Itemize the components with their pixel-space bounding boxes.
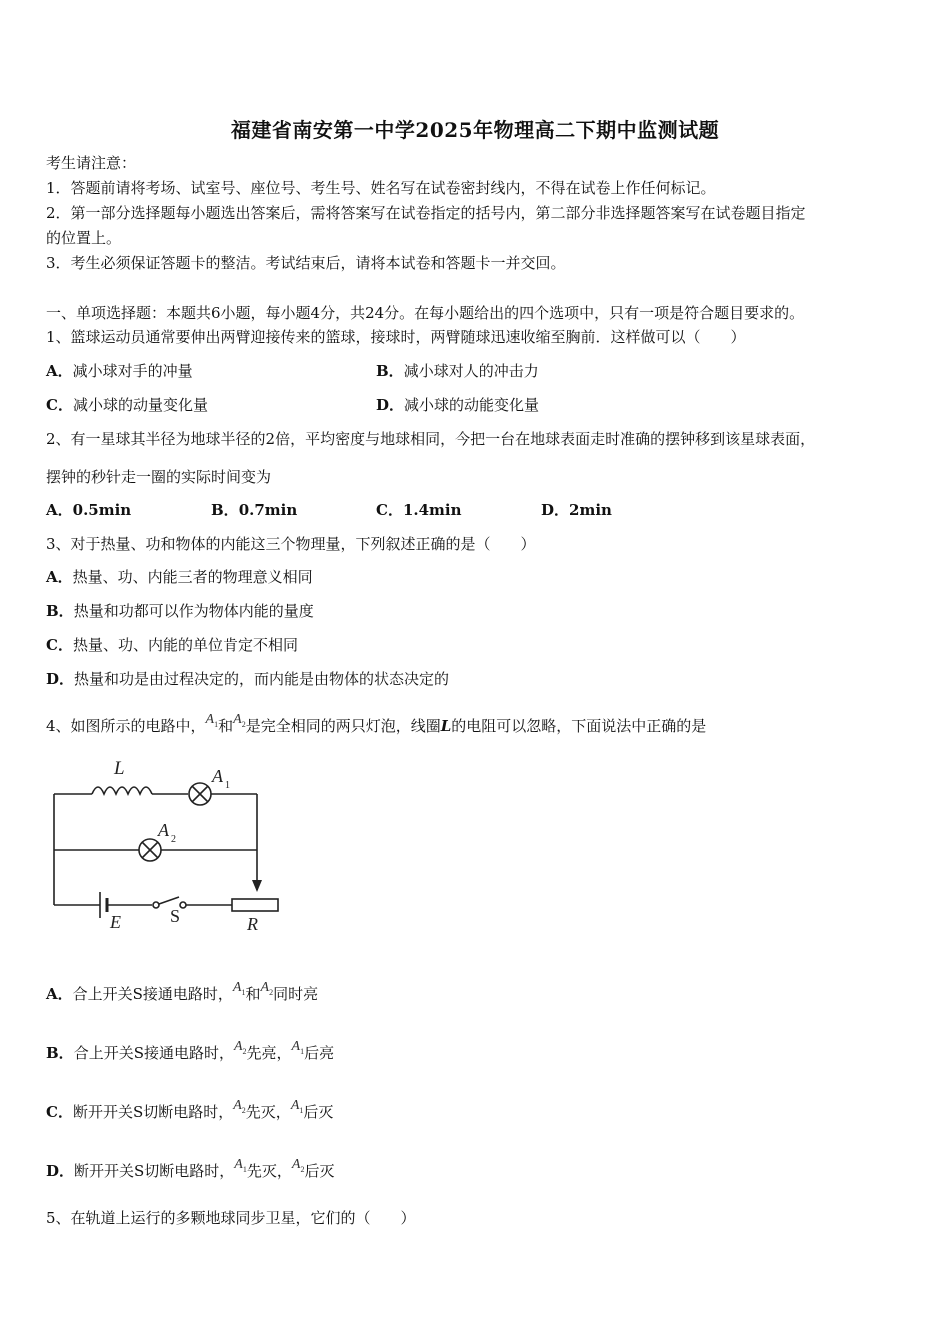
circuit-diagram bbox=[44, 752, 294, 942]
q2-option-b: B．0.7min bbox=[211, 501, 298, 519]
q1-option-a: A．减小球对手的冲量 bbox=[46, 362, 193, 380]
label-a1-sub: 1 bbox=[225, 780, 230, 791]
question-1-stem: 1、篮球运动员通常要伸出两臂迎接传来的篮球，接球时，两臂随球迅速收缩至胸前．这样做可以（ ） bbox=[46, 328, 746, 346]
switch-contact bbox=[153, 902, 159, 908]
q2-option-c: C．1.4min bbox=[376, 501, 462, 519]
q1-option-d: D．减小球的动能变化量 bbox=[376, 396, 540, 414]
question-3-stem: 3、对于热量、功和物体的内能这三个物理量，下列叙述正确的是（ ） bbox=[46, 535, 536, 553]
question-5-stem: 5、在轨道上运行的多颗地球同步卫星，它们的（ ） bbox=[46, 1209, 416, 1227]
question-4-stem: 4、如图所示的电路中，$A_1$和$A_2$是完全相同的两只灯泡，线圈L的电阻可以忽略，下面说法中正确的是 bbox=[46, 712, 707, 735]
notice-item: 1．答题前请将考场、试室号、座位号、考生号、姓名写在试卷密封线内，不得在试卷上作任何标记。 bbox=[46, 179, 716, 197]
notice-item: 的位置上。 bbox=[46, 229, 122, 247]
q3-option-c: C．热量、功、内能的单位肯定不相同 bbox=[46, 636, 298, 654]
q1-option-c: C．减小球的动量变化量 bbox=[46, 396, 208, 414]
label-a1: A bbox=[212, 766, 223, 786]
label-resistor: R bbox=[247, 914, 258, 934]
label-a2-sub: 2 bbox=[171, 834, 176, 845]
notice-item: 3．考生必须保证答题卡的整洁。考试结束后，请将本试卷和答题卡一并交回。 bbox=[46, 254, 566, 272]
lamp-a1-symbol: $A_1$ bbox=[205, 712, 219, 729]
q1-option-b: B．减小球对人的冲击力 bbox=[376, 362, 539, 380]
rheostat-slider-arrow bbox=[252, 880, 262, 892]
section-heading: 一、单项选择题：本题共6小题，每小题4分，共24分。在每小题给出的四个选项中，只有一项是符合题目要求的。 bbox=[46, 304, 805, 322]
q2-option-d: D．2min bbox=[541, 501, 612, 519]
q3-option-d: D．热量和功是由过程决定的，而内能是由物体的状态决定的 bbox=[46, 670, 450, 688]
question-2-stem-cont: 摆钟的秒针走一圈的实际时间变为 bbox=[46, 468, 272, 486]
label-coil: L bbox=[114, 758, 125, 779]
q4-option-c: C．断开开关S切断电路时，$A_2$先灭，$A_1$后灭 bbox=[46, 1098, 334, 1121]
switch-lever bbox=[159, 897, 179, 904]
question-2-stem: 2、有一星球其半径为地球半径的2倍，平均密度与地球相同，今把一台在地球表面走时准确的摆钟移到该星球表面， bbox=[46, 430, 816, 448]
inductor-coil bbox=[92, 787, 152, 794]
q3-option-b: B．热量和功都可以作为物体内能的量度 bbox=[46, 602, 314, 620]
q4-option-b: B．合上开关S接通电路时，$A_2$先亮，$A_1$后亮 bbox=[46, 1039, 335, 1062]
q2-option-a: A．0.5min bbox=[46, 501, 132, 519]
q4-option-d: D．断开开关S切断电路时，$A_1$先灭，$A_2$后灭 bbox=[46, 1157, 335, 1180]
notice-heading: 考生请注意： bbox=[46, 154, 137, 172]
label-switch: S bbox=[170, 906, 181, 926]
page-title: 福建省南安第一中学2025年物理高二下期中监测试题 bbox=[230, 118, 720, 142]
label-a2: A bbox=[158, 820, 169, 840]
notice-item: 2．第一部分选择题每小题选出答案后，需将答案写在试卷指定的括号内，第二部分非选择题答案写在试卷题目指定 bbox=[46, 204, 806, 222]
rheostat bbox=[232, 899, 278, 911]
q4-option-a: A．合上开关S接通电路时，$A_1$和$A_2$同时亮 bbox=[46, 980, 319, 1003]
q3-option-a: A．热量、功、内能三者的物理意义相同 bbox=[46, 568, 313, 586]
lamp-a2-symbol: $A_2$ bbox=[233, 712, 246, 729]
label-emf: E bbox=[110, 912, 121, 932]
